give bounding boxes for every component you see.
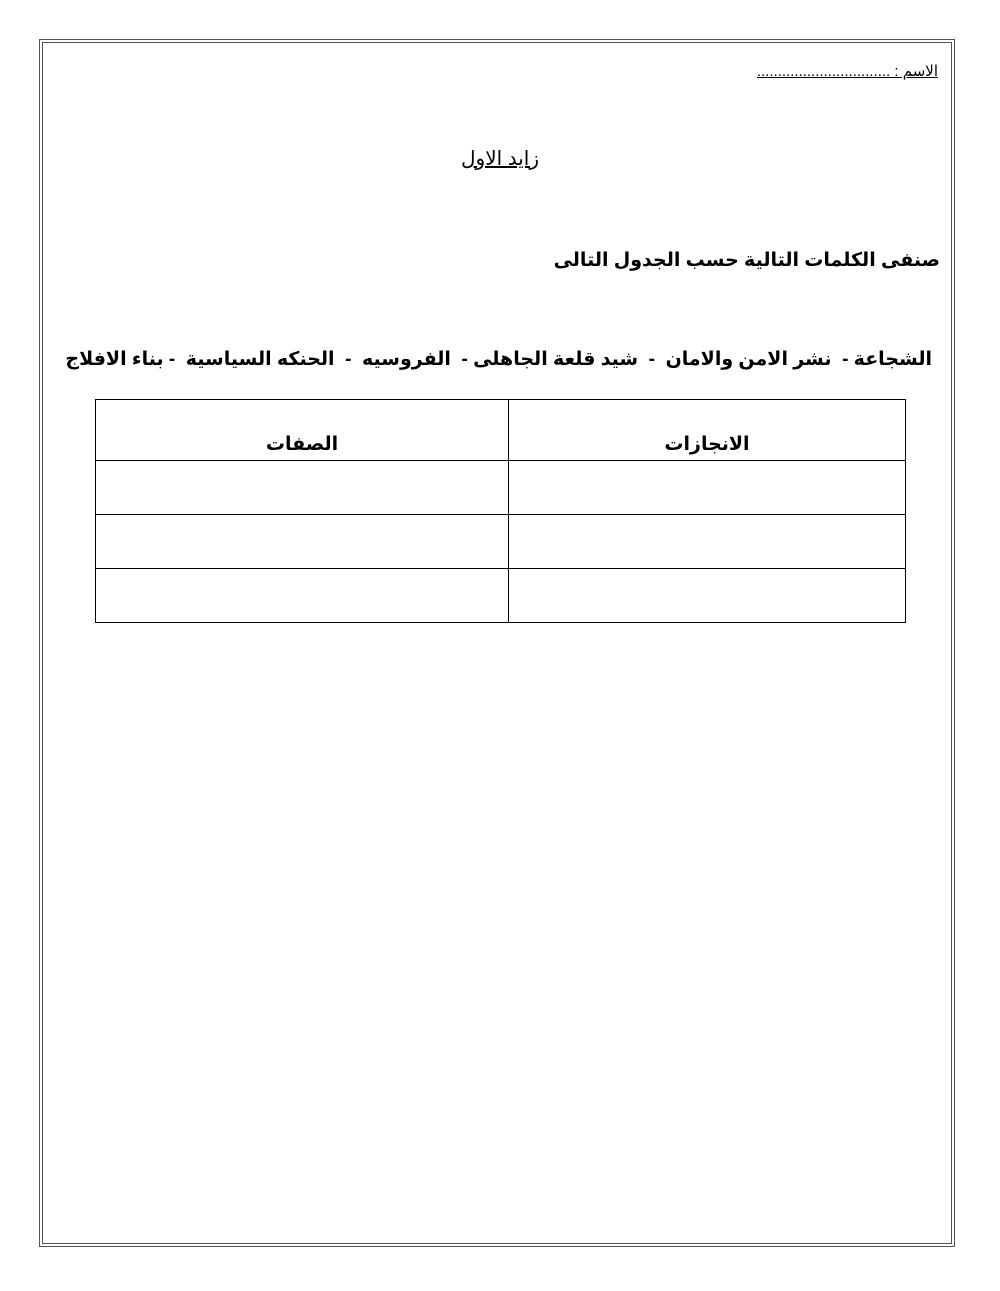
table-header-row	[96, 400, 906, 461]
column-header-achievements: الانجازات	[509, 400, 906, 461]
student-name-line[interactable]: الاسم : ................................	[756, 63, 938, 80]
achievements-cell[interactable]	[509, 569, 906, 623]
achievements-cell[interactable]	[509, 461, 906, 515]
column-header-traits: الصفات	[96, 400, 509, 461]
traits-cell[interactable]	[96, 569, 509, 623]
table-row	[96, 461, 906, 515]
achievements-cell[interactable]	[509, 515, 906, 569]
sorting-table	[95, 399, 906, 623]
worksheet-title: زايد الاول	[461, 148, 539, 170]
table-row	[96, 569, 906, 623]
table-row	[96, 515, 906, 569]
traits-cell[interactable]	[96, 515, 509, 569]
traits-cell[interactable]	[96, 461, 509, 515]
word-bank: الشجاعة - نشر الامن والامان - شيد قلعة الجاهلى - الفروسيه - الحنكه السياسية - بناء الافلاج	[65, 349, 932, 370]
page-border-inner	[42, 42, 952, 1244]
instruction-text: صنفى الكلمات التالية حسب الجدول التالى	[553, 250, 940, 271]
